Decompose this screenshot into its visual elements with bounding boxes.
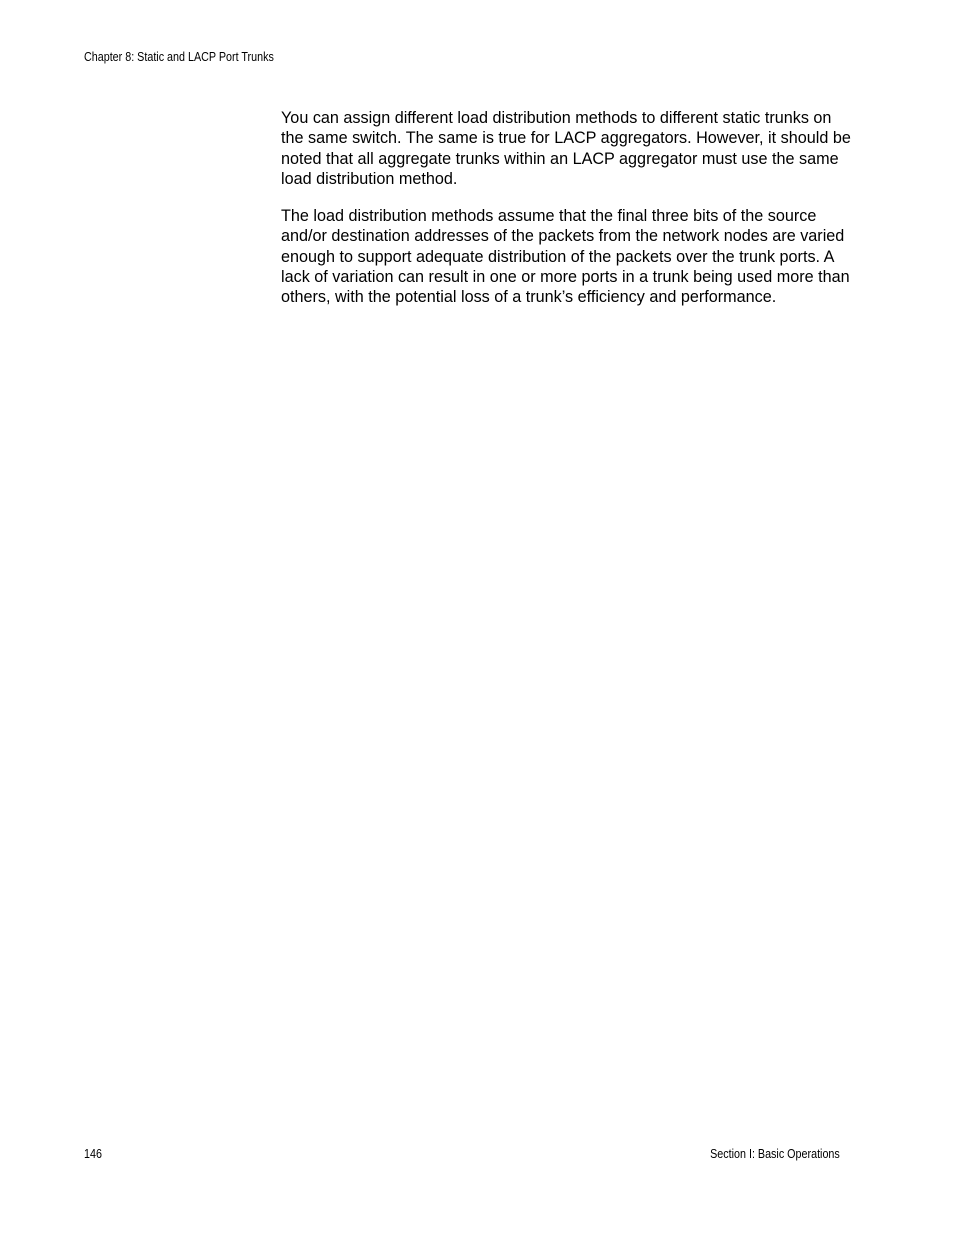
section-title: Section I: Basic Operations <box>710 1147 840 1161</box>
page-number: 146 <box>84 1147 102 1161</box>
paragraph-address-bits: The load distribution methods assume that the final three bits of the source and/or destination addresses of the packets from the network nodes are varied enough to support adequate distribution of the packets over the trunk ports. A lack of variation can result in one or more ports in a trunk being used more than others, with the potential loss of a trunk’s efficiency and performance. <box>281 207 850 307</box>
paragraph-load-methods: You can assign different load distribution methods to different static trunks on the same switch. The same is true for LACP aggregators. However, it should be noted that all aggregate trunks within an LACP aggregator must use the same load distribution method. <box>281 109 851 188</box>
body-text <box>281 108 851 325</box>
running-header: Chapter 8: Static and LACP Port Trunks <box>84 50 274 64</box>
